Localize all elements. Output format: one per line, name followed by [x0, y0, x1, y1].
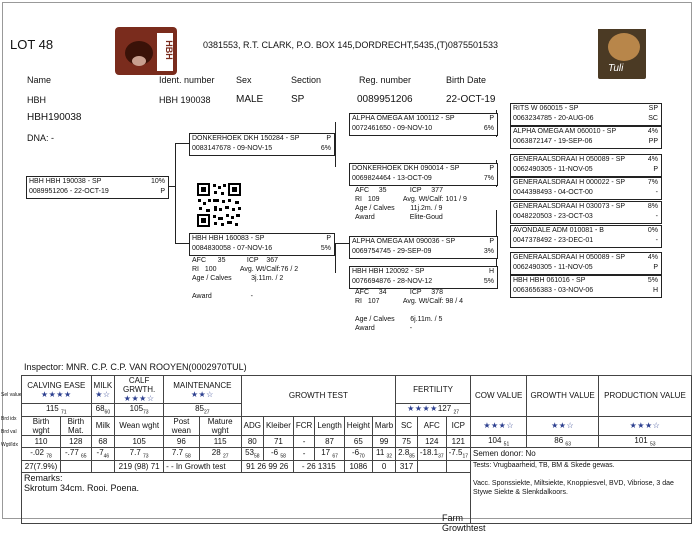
wgt-cell: - 26 1315	[293, 460, 344, 472]
val-cell: -	[293, 448, 314, 461]
qr-code-icon	[196, 182, 242, 228]
col-icp: ICP	[446, 416, 470, 435]
idx-cell: 99	[372, 435, 395, 448]
growth-header: CALF GRWTH. ★★★☆	[115, 376, 164, 404]
production-value-header: PRODUCTION VALUE	[598, 376, 691, 417]
val-cell: -.77 $_{65}$	[61, 448, 92, 461]
val-cell: -.02 $_{78}$	[22, 448, 61, 461]
col-fcr: FCR	[293, 416, 314, 435]
label-sex: Sex	[236, 75, 252, 85]
wgt-cell: 27(7.9%)	[22, 460, 61, 472]
col-length: Length	[315, 416, 344, 435]
wgt-cell: 317	[396, 460, 418, 472]
production-value: 101 $_{53}$	[598, 435, 691, 448]
dna-text: DNA: -	[27, 133, 54, 143]
pedigree-dam-dam[interactable]: HBH HBH 120092 - SP 0076694876 - 28-NOV-12 H 5%	[349, 266, 498, 289]
pedigree-dam[interactable]: HBH HBH 160083 - SP 0084830058 - 07-NOV-16 P 5%	[189, 233, 335, 256]
label-wgt-idx: Wgt/Idx	[1, 442, 18, 448]
growth-value: 86 $_{63}$	[527, 435, 599, 448]
fertility-header: FERTILITY	[396, 376, 471, 404]
wgt-cell	[446, 460, 470, 472]
connector	[175, 143, 176, 243]
idx-cell: 96	[164, 435, 200, 448]
label-brd-idx: Brd idx	[1, 416, 17, 422]
col-kleiber: Kleiber	[263, 416, 293, 435]
col-marb: Marb	[372, 416, 395, 435]
idx-cell: 124	[417, 435, 446, 448]
val-cell: -6 $_{58}$	[263, 448, 293, 461]
remarks-text: Skrotum 34cm. Rooi. Poena.	[24, 482, 140, 493]
wgt-cell: 91 26 99 26	[241, 460, 293, 472]
pedigree-g4-1[interactable]: RITS W 060015 - SP 0063234785 - 20-AUG-06 SP SC	[510, 103, 662, 126]
val-cell: $-7.5_{17}$	[446, 448, 470, 461]
col-mature-wght: Mature wght	[199, 416, 241, 435]
growth-test-header: GROWTH TEST	[241, 376, 396, 417]
val-cell: $-18.1_{37}$	[417, 448, 446, 461]
pedigree-dam-sire[interactable]: ALPHA OMEGA AM 090036 - SP 0069754745 - 29-SEP-09 P 3%	[349, 236, 498, 259]
label-section: Section	[291, 75, 322, 85]
idx-cell: 75	[396, 435, 418, 448]
pedigree-g4-5[interactable]: GENERAALSDRAAI H 030073 - SP 0048220503 - 23-OCT-03 8% -	[510, 201, 662, 224]
wgt-cell	[417, 460, 446, 472]
col-adg: ADG	[241, 416, 263, 435]
maint-header: MAINTENANCE ★★☆	[164, 376, 242, 404]
wgt-cell: 1086	[344, 460, 372, 472]
wgt-cell	[61, 460, 92, 472]
farm-growthtest: Farm Growthtest	[442, 512, 486, 533]
cow-stars: ★★★☆	[471, 416, 527, 435]
hbh-logo	[115, 27, 177, 75]
pedigree-g4-7[interactable]: GENERAALSDRAAI H 050089 - SP 0062490305 - 11-NOV-05 4% P	[510, 252, 662, 275]
pedigree-self[interactable]: HBH HBH 190038 - SP 0089951206 - 22-OCT-19 10% P	[26, 176, 169, 199]
growth-sel: $105_{73}$	[115, 404, 164, 417]
growth-value-header: GROWTH VALUE	[527, 376, 599, 417]
idx-cell: 68	[91, 435, 115, 448]
calving-header: CALVING EASE ★★★★	[22, 376, 92, 404]
label-name: Name	[27, 75, 52, 85]
idx-cell: -	[293, 435, 314, 448]
idx-cell: 110	[22, 435, 61, 448]
animal-birth: 22-OCT-19	[446, 94, 496, 105]
animal-section: SP	[291, 94, 305, 105]
calving-sel: 115 $_{71}$	[22, 404, 92, 417]
remarks-cell	[22, 472, 486, 533]
col-birth-wght: Birth wght	[22, 416, 61, 435]
pedigree-g4-4[interactable]: GENERAALSDRAAI H 000022 - SP 0044398493 - 04-OCT-00 7% -	[510, 177, 662, 200]
label-ident: Ident. number	[159, 75, 215, 85]
val-cell: 11 $_{32}$	[372, 448, 395, 461]
val-cell: $-7_{46}$	[91, 448, 115, 461]
cow-value-header: COW VALUE	[471, 376, 527, 417]
pedigree-sire-sire[interactable]: ALPHA OMEGA AM 100112 - SP 0072461650 - 09-NOV-10 P 6%	[349, 113, 498, 136]
col-height: Height	[344, 416, 372, 435]
inspector: Inspector: MNR. C.P. C.P. VAN ROOYEN(0002970TUL)	[24, 362, 247, 372]
idx-cell: 121	[446, 435, 470, 448]
dam-dam-stats: AFC 34 ICP 378 RI 107 Avg. Wt/Calf: 98 / 4 Age / Calves 6j.11m. / 5 Award -	[355, 289, 464, 332]
idx-cell: 65	[344, 435, 372, 448]
val-cell: $2.8_{85}$	[396, 448, 418, 461]
idx-cell: 115	[199, 435, 241, 448]
dam-stats: AFC 35 ICP 367 RI 100 Avg. Wt/Calf:76 / 2 Age / Calves 3j.11m. / 2 Award -	[192, 257, 299, 300]
logo-text: HBH	[163, 40, 174, 60]
val-cell: $53_{58}$	[241, 448, 263, 461]
cow-value: 104 $_{51}$	[471, 435, 527, 448]
tests-info: Tests: Vrugbaarheid, TB, BM & Skede gewas. Vacc. Sponssiekte, Miltsiekte, Knoppiesvel, BVD, Vibriose, 3 dae Stywe Siekte & Slenkdalkoors.	[471, 460, 692, 523]
col-birth-mat: Birth Mat.	[61, 416, 92, 435]
tuli-text: Tuli	[608, 63, 624, 74]
milk-header: MILK ★☆	[91, 376, 115, 404]
connector	[175, 243, 189, 244]
maint-sel: $85_{27}$	[164, 404, 242, 417]
val-cell: 7.7 $_{73}$	[115, 448, 164, 461]
connector	[496, 210, 497, 237]
remarks-label: Remarks:	[24, 472, 63, 483]
label-sel-value: Sel value	[1, 392, 22, 398]
idx-cell: 128	[61, 435, 92, 448]
idx-cell: 80	[241, 435, 263, 448]
pedigree-g4-2[interactable]: ALPHA OMEGA AM 060010 - SP 0063872147 - 19-SEP-06 4% PP	[510, 126, 662, 149]
val-cell: $-6_{70}$	[344, 448, 372, 461]
idx-cell: 71	[263, 435, 293, 448]
label-reg: Reg. number	[359, 75, 412, 85]
tuli-logo	[598, 17, 646, 79]
pedigree-sire-dam[interactable]: DONKERHOEK DKH 090014 - SP 0069824464 - 13-OCT-09 P 7%	[349, 163, 498, 186]
idx-cell: 87	[315, 435, 344, 448]
pv-stars: ★★★☆	[598, 416, 691, 435]
label-birth: Birth Date	[446, 75, 487, 85]
animal-name: HBH	[27, 95, 47, 105]
connector	[175, 143, 189, 144]
wgt-cell: - - In Growth test	[164, 460, 242, 472]
owner-info: 0381553, R.T. CLARK, P.O. BOX 145,DORDRECHT,5435,(T)0875501533	[203, 40, 498, 50]
animal-sex: MALE	[236, 94, 264, 105]
connector	[335, 243, 349, 244]
val-cell: 17 $_{67}$	[315, 448, 344, 461]
connector	[335, 122, 336, 167]
animal-reg: 0089951206	[357, 94, 413, 105]
wgt-cell: 219 (98) 71	[115, 460, 164, 472]
val-cell: 7.7 $_{58}$	[164, 448, 200, 461]
pedigree-g4-6[interactable]: AVONDALE ADM 010081 - B 0047378492 - 23-DEC-01 0% -	[510, 225, 662, 248]
col-milk: Milk	[91, 416, 115, 435]
lot-number: LOT 48	[10, 37, 54, 52]
col-sc: SC	[396, 416, 418, 435]
col-afc: AFC	[417, 416, 446, 435]
semen-donor: Semen donor: No	[471, 448, 692, 461]
pedigree-sire[interactable]: DONKERHOEK DKH 150284 - SP 0083147678 - 09-NOV-15 P 6%	[189, 133, 335, 156]
connector	[335, 243, 336, 273]
performance-table	[21, 375, 692, 533]
sire-dam-stats: AFC 35 ICP 377 RI 109 Avg. Wt/Calf: 101 / 9 Age / Calves 11j.2m. / 9 Award Elite-Goud	[355, 187, 467, 221]
idx-cell: 105	[115, 435, 164, 448]
pedigree-g4-3[interactable]: GENERAALSDRAAI H 050089 - SP 0062490305 - 11-NOV-05 4% P	[510, 154, 662, 177]
pedigree-g4-8[interactable]: HBH HBH 061016 - SP 0063656383 - 03-NOV-06 5% H	[510, 275, 662, 298]
val-cell: 28 $_{27}$	[199, 448, 241, 461]
milk-sel: $68_{60}$	[91, 404, 115, 417]
wgt-cell: 0	[372, 460, 395, 472]
animal-code: HBH190038	[27, 112, 82, 123]
gv-stars: ★★☆	[527, 416, 599, 435]
col-wean-wght: Wean wght	[115, 416, 164, 435]
label-brd-val: Brd val	[1, 429, 17, 435]
fert-sel: ★★★★127 $_{27}$	[396, 404, 471, 417]
col-post-wean: Post wean	[164, 416, 200, 435]
animal-ident: HBH 190038	[159, 95, 211, 105]
wgt-cell	[91, 460, 115, 472]
